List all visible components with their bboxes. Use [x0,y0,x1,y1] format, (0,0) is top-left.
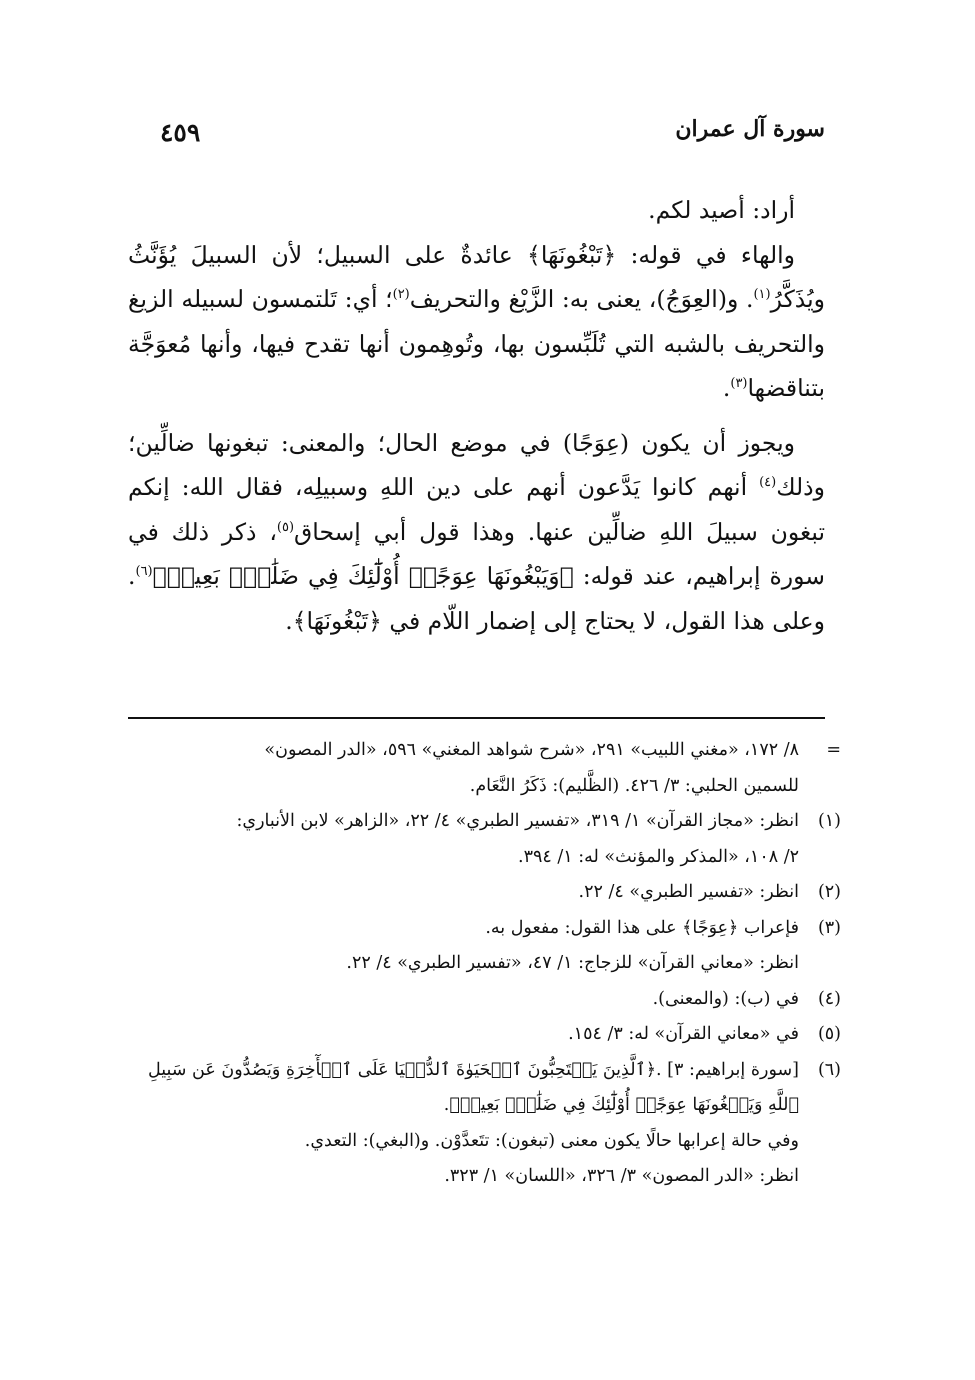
footnote-number: (٤) [817,988,841,1009]
paragraph-2-text-b: . و(العِوَجُ)، يعنى به: الزَّيْغ والتحريف [409,285,754,313]
paragraph-3-text-a: ويجوز أن يكون (عِوَجًا) في موضع الحال؛ والمعنى: تبغونها ضالِّين؛ وذلك [128,428,825,501]
footnote-ref-6[interactable]: (٦) [135,564,153,580]
footnote-ref-5[interactable]: (٥) [276,519,295,535]
footnote-number: (٢) [817,882,841,902]
surah-title: سورة آل عمران [675,116,825,142]
footnote-line: للسمين الحلبي: ٣/ ٤٢٦. (الظَّليم): ذَكَرُ النَّعَام. [469,775,799,796]
continuation-marker: = [826,740,841,760]
paragraph-1 [128,188,825,233]
footnote-line: انظر: «معاني القرآن» للزجاج: ١/ ٤٧، «تفسير الطبري» ٤/ ٢٢. [346,953,799,973]
main-text [128,188,825,643]
footnote-divider [128,717,825,719]
footnote-5 [128,1017,841,1053]
footnote-number: (٥) [817,1024,841,1044]
page-header [120,116,825,156]
footnote-line: ٨/ ١٧٢، «مغني اللبيب» ٢٩١، «شرح شواهد المغني» ٥٩٦، «الدر المصون» [264,740,799,760]
paragraph-3-text-b: أنهم كانوا يَدَّعون أنهم على دين اللهِ وسبيلِه، فقال الله: إنكم تبغون سبيلَ اللهِ ضالِّين عنها. وهذا قول أبي إسحاق [128,473,825,546]
footnote-6 [128,1053,841,1195]
paragraph-2 [128,233,825,411]
footnote-line: ٢/ ١٠٨، «المذكر والمؤنث» له: ١/ ٣٩٤. [518,846,799,867]
footnote-ref-1[interactable]: (١) [753,287,771,303]
footnote-1 [128,804,841,875]
footnote-line: انظر: «الدر المصون» ٣/ ٣٢٦، «اللسان» ١/ ٣٢٣. [444,1166,799,1186]
footnote-number: (٣) [817,917,841,938]
paragraph-2-text-d: . [722,374,731,402]
footnote-4 [128,982,841,1018]
paragraph-2-text-c: ؛ أي: تَلتمسون لسبيله الزيغ والتحريف بالشبه التي تُلَبِّسون بها، وتُوهِمون أنها تقدح فيها، وأنها مُعوَجَّة بتناقضها [128,285,825,402]
footnote-ref-2[interactable]: (٢) [392,287,410,303]
paragraph-2-text-a: والهاء في قوله: ﴿تَبْغُونَهَا﴾ عائدةٌ على السبيل؛ لأن السبيلَ يُؤَنَّثُ ويُذَكَّرُ [128,240,825,313]
footnote-3 [128,911,841,982]
footnote-2 [128,875,841,911]
paragraph-1-text: أراد: أصيد لكم. [648,196,795,224]
footnote-line: في (ب): (والمعنى). [652,988,799,1009]
footnote-number: (٦) [817,1059,841,1080]
footnote-line: [سورة إبراهيم: ٣] .﴿ٱلَّذِينَ يَسۡتَحِبُّونَ ٱلۡحَيَوٰةَ ٱلدُّنۡيَا عَلَى ٱلۡأٓخِرَةِ وَيَصُدُّونَ عَن سَبِيلِ [147,1059,799,1080]
footnote-line: في «معاني القرآن» له: ٣/ ١٥٤. [568,1024,799,1044]
footnote-line: انظر: «تفسير الطبري» ٤/ ٢٢. [578,882,799,902]
footnote-line: وفي حالة إعرابها حالًا يكون معنى (تبغون): تتَعدَّوْن. و(البغي): التعدي. [304,1130,799,1151]
paragraph-3-text-c: ، ذكر ذلك في سورة إبراهيم، عند قوله: ﴿وَيَبْغُونَهَا عِوَجًاۚ أُوْلَٰٓئِكَ فِي ضَلَٰلِۭ بَعِيدٖ﴾ [128,517,825,590]
footnote-ref-3[interactable]: (٣) [730,376,748,392]
paragraph-3-text-d: . وعلى هذا القول، لا يحتاج إلى إضمار اللّام في ﴿تَبْغُونَهَا﴾. [128,562,825,635]
footnote-line: ٱللَّهِ وَيَبۡغُونَهَا عِوَجًاۚ أُوْلَٰٓئِكَ فِي ضَلَٰلِۭ بَعِيدٖ﴾. [443,1095,799,1115]
page-number: ٤٥٩ [160,118,201,147]
footnote-continuation [128,733,841,804]
footnote-line: انظر: «مجاز القرآن» ١/ ٣١٩، «تفسير الطبري» ٤/ ٢٢، «الزاهر» لابن الأنباري: [236,811,799,831]
footnote-line: فإعراب ﴿عِوَجًا﴾ على هذا القول: مفعول به. [485,917,799,938]
footnote-number: (١) [817,811,841,831]
paragraph-3 [128,421,825,644]
footnote-ref-4[interactable]: (٤) [759,475,777,491]
footnotes [128,733,841,1195]
